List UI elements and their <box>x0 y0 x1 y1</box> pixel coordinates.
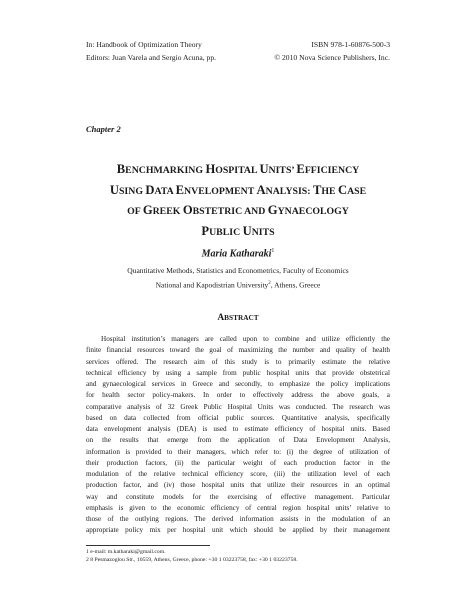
isbn: ISBN 978-1-60876-500-3 <box>311 40 390 49</box>
footnote-2: 2 8 Pesmazoglou Str., 10559, Athens, Greece, phone: +30 1 03223758, fax: +30 1 03223758. <box>86 557 298 564</box>
title-line-1: BENCHMARKING HOSPITAL UNITS’ EFFICIENCY <box>116 162 360 176</box>
abstract-line: on the results that emerge from the application of Data Envelopment Analysis, <box>86 436 390 445</box>
author-name: Maria Katharaki$^1$ <box>201 248 275 260</box>
abstract-line: for health sector policy-makers. In order to effectively address the above goals, a <box>86 391 390 400</box>
header-row-2 <box>86 51 390 64</box>
abstract-body <box>86 334 390 537</box>
abstract-line: modulation of the relative technical efficiency score, (iii) the utilization level of each <box>86 470 390 478</box>
abstract-line: technical efficiency by using a sample from public hospital units that provide obstetrical <box>86 368 390 377</box>
abstract-line: based on data collected from official public sources. Quantitative analysis, specifically <box>86 413 390 422</box>
abstract-line: services offered. The research aim of this study is to primarily estimate the relative <box>86 357 390 366</box>
author-affiliation <box>80 264 396 292</box>
affiliation-line-1: Quantitative Methods, Statistics and Econometrics, Faculty of Economics <box>127 266 349 275</box>
footnote-1: 1 e-mail: m.katharaki@gmail.com. <box>86 549 166 555</box>
running-header <box>86 38 390 64</box>
abstract-line: production factor, and (iv) those hospital units that utilize their resources in an optimal <box>86 481 390 490</box>
footnote-divider <box>86 545 210 546</box>
abstract-line: those of the outlying regions. The derived information assists in the modulation of an <box>86 515 390 523</box>
editors: Editors: Juan Varela and Sergio Acuna, pp. <box>86 53 217 62</box>
footnotes <box>86 548 390 565</box>
chapter-title <box>80 160 396 242</box>
abstract-line: Hospital institution’s managers are called upon to combine and utilize efficiently the <box>101 335 390 343</box>
abstract-line: information is provided to their managers, which refer to: (i) the degree of utilization of <box>86 447 390 456</box>
abstract-line: data envelopment analysis (DEA) is used to estimate efficiency of hospital units. Based <box>86 425 390 433</box>
affiliation-line-2: National and Kapodistrian University$^2$, Athens, Greece <box>155 280 321 290</box>
title-line-2: USING DATA ENVELOPMENT ANALYSIS: THE CASE <box>109 182 367 197</box>
abstract-line: way and constitute models for the exercising of effective management. Particular <box>86 492 390 501</box>
author-footnote-mark: 1 <box>271 248 275 254</box>
abstract-line: their production factors, (ii) the particular weight of each production factor in the <box>86 458 390 467</box>
book-title: In: Handbook of Optimization Theory <box>86 40 202 49</box>
title-line-3: OF GREEK OBSTETRIC AND GYNAECOLOGY <box>127 203 349 217</box>
abstract-line: appropriate policy mix per hospital unit which should be applied by their management <box>86 526 390 535</box>
header-row-1 <box>86 38 390 51</box>
abstract-line: comparative analysis of 32 Greek Public Hospital Units was conducted. The research was <box>86 402 390 411</box>
abstract-line: emphasis is given to the economic efficiency of central region hospital units’ relative to <box>86 503 390 512</box>
title-line-4: PUBLIC UNITS <box>201 223 275 238</box>
chapter-label: Chapter 2 <box>86 124 121 134</box>
abstract-heading: ABSTRACT <box>217 313 259 323</box>
copyright: © 2010 Nova Science Publishers, Inc. <box>274 53 390 62</box>
abstract-line: finite financial resources toward the goal of maximizing the number and quality of health <box>86 346 390 355</box>
abstract-line: and gynaecological services in Greece and secondly, to emphasize the policy implications <box>86 380 390 388</box>
